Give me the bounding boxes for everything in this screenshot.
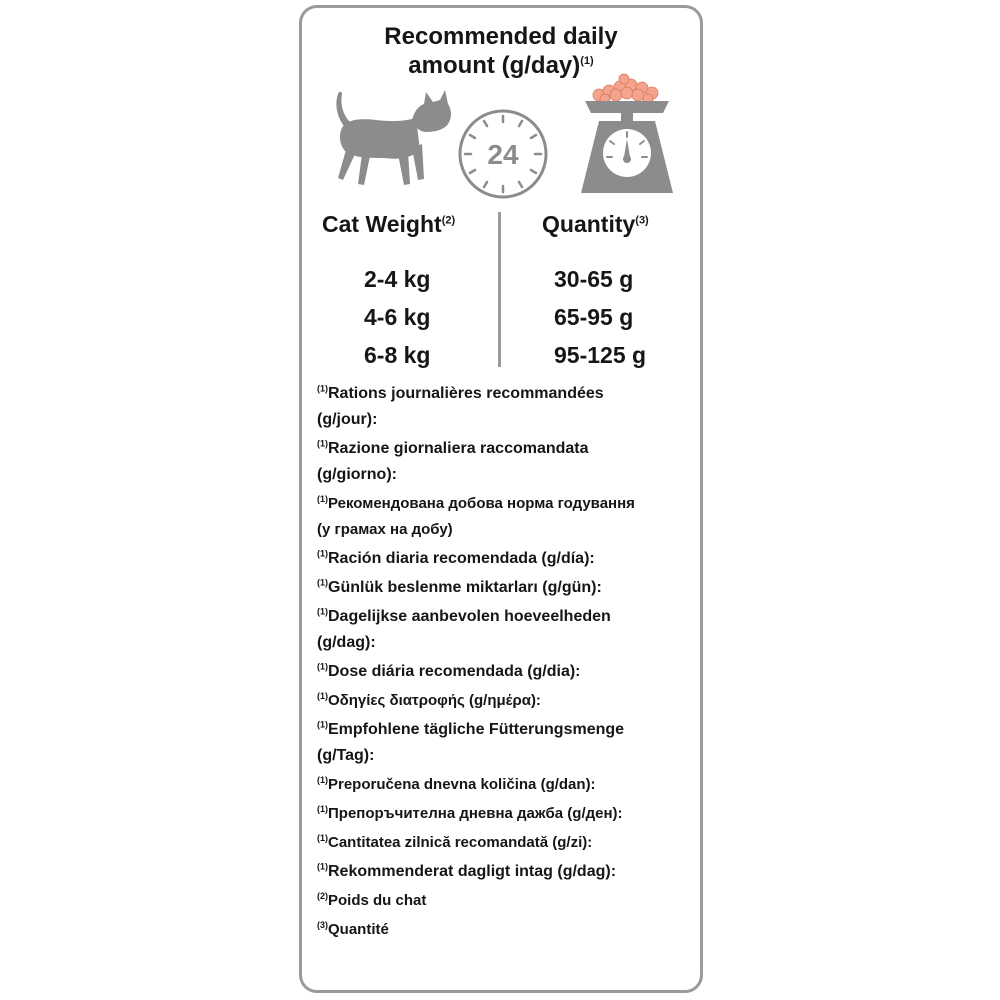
footnote-marker: (1) [317,719,328,730]
footnote-text: (g/giorno): [317,466,397,483]
footnote-text: Empfohlene tägliche Fütterungsmenge [328,721,625,738]
title-line-2-text: amount (g/day) [408,52,581,79]
footnote-text: (g/dag): [317,634,376,651]
quantity-cell: 95-125 g [554,342,647,368]
footnote-text: Razione giornaliera raccomandata [328,440,589,457]
footnote-text: Cantitatea zilnică recomandată (g/zi): [328,834,593,851]
footnote-item-continued [317,743,697,769]
footnote-text: (у грамах на добу) [317,521,453,538]
footnote-text: Günlük beslenme miktarları (g/gün): [328,579,602,596]
footnote-item [317,859,697,885]
footnote-marker: (1) [317,606,328,617]
cat-icon [324,88,459,193]
footnote-text: (g/jour): [317,411,378,428]
title-footnote-marker: (1) [580,55,594,67]
footnote-text: Poids du chat [328,892,427,909]
footnote-marker: (1) [317,775,328,785]
footnote-marker: (1) [317,691,328,701]
footnote-item [317,917,697,943]
footnote-text: (g/Tag): [317,747,375,764]
footnote-marker: (3) [317,920,328,930]
weight-cell: 6-8 kg [364,342,431,368]
scale-icon [577,73,677,195]
footnote-text: Препоръчителна дневна дажба (g/ден): [328,805,623,822]
footnote-marker: (1) [317,833,328,843]
footnote-item-continued [317,517,697,543]
quantity-cell: 30-65 g [554,266,634,292]
quantity-cell: 65-95 g [554,304,634,330]
footnote-marker: (1) [317,661,328,672]
footnote-marker: (2) [317,891,328,901]
footnote-text: Rekommenderat dagligt intag (g/dag): [328,863,617,880]
quantity-header-text: Quantity [542,211,636,237]
footnote-marker: (1) [317,804,328,814]
footnote-item [317,491,697,517]
footnote-marker: (1) [317,438,328,449]
footnote-item [317,381,697,407]
footnote-marker: (1) [317,577,328,588]
footnote-text: Dagelijkse aanbevolen hoeveelheden [328,608,611,625]
footnote-item [317,830,697,856]
column-header-cat-weight [322,211,455,238]
title-line-1: Recommended daily [384,23,618,50]
footnote-text: Οδηγίες διατροφής (g/ημέρα): [328,692,541,709]
footnote-item [317,546,697,572]
footnote-item [317,659,697,685]
footnote-item [317,801,697,827]
weight-cell: 2-4 kg [364,266,431,292]
footnote-item-continued [317,407,697,433]
footnote-item [317,688,697,714]
table-divider [498,212,501,367]
footnote-item [317,436,697,462]
footnote-marker: (1) [317,494,328,504]
quantity-footnote-marker: (3) [635,214,649,227]
column-header-quantity [542,211,649,238]
feeding-guide-card [299,5,703,993]
footnote-item [317,575,697,601]
footnote-item [317,888,697,914]
footnote-item [317,604,697,630]
clock-24-icon [456,107,550,201]
footnote-item-continued [317,630,697,656]
cat-weight-footnote-marker: (2) [441,214,456,227]
weight-cell: 4-6 kg [364,304,431,330]
cat-weight-header-text: Cat Weight [322,211,442,237]
clock-24-label: 24 [487,139,519,170]
footnote-text: Quantité [328,921,389,938]
footnote-marker: (1) [317,548,328,559]
footnotes-list [317,381,697,943]
page-title [302,22,700,80]
footnote-text: Preporučena dnevna količina (g/dan): [328,776,596,793]
footnote-item-continued [317,462,697,488]
footnote-text: Рекомендована добова норма годування [328,495,635,512]
footnote-text: Ración diaria recomendada (g/día): [328,550,595,567]
footnote-marker: (1) [317,383,328,394]
footnote-text: Dose diária recomendada (g/dia): [328,663,581,680]
footnote-text: Rations journalières recommandées [328,385,604,402]
footnote-item [317,772,697,798]
footnote-marker: (1) [317,861,328,872]
footnote-item [317,717,697,743]
